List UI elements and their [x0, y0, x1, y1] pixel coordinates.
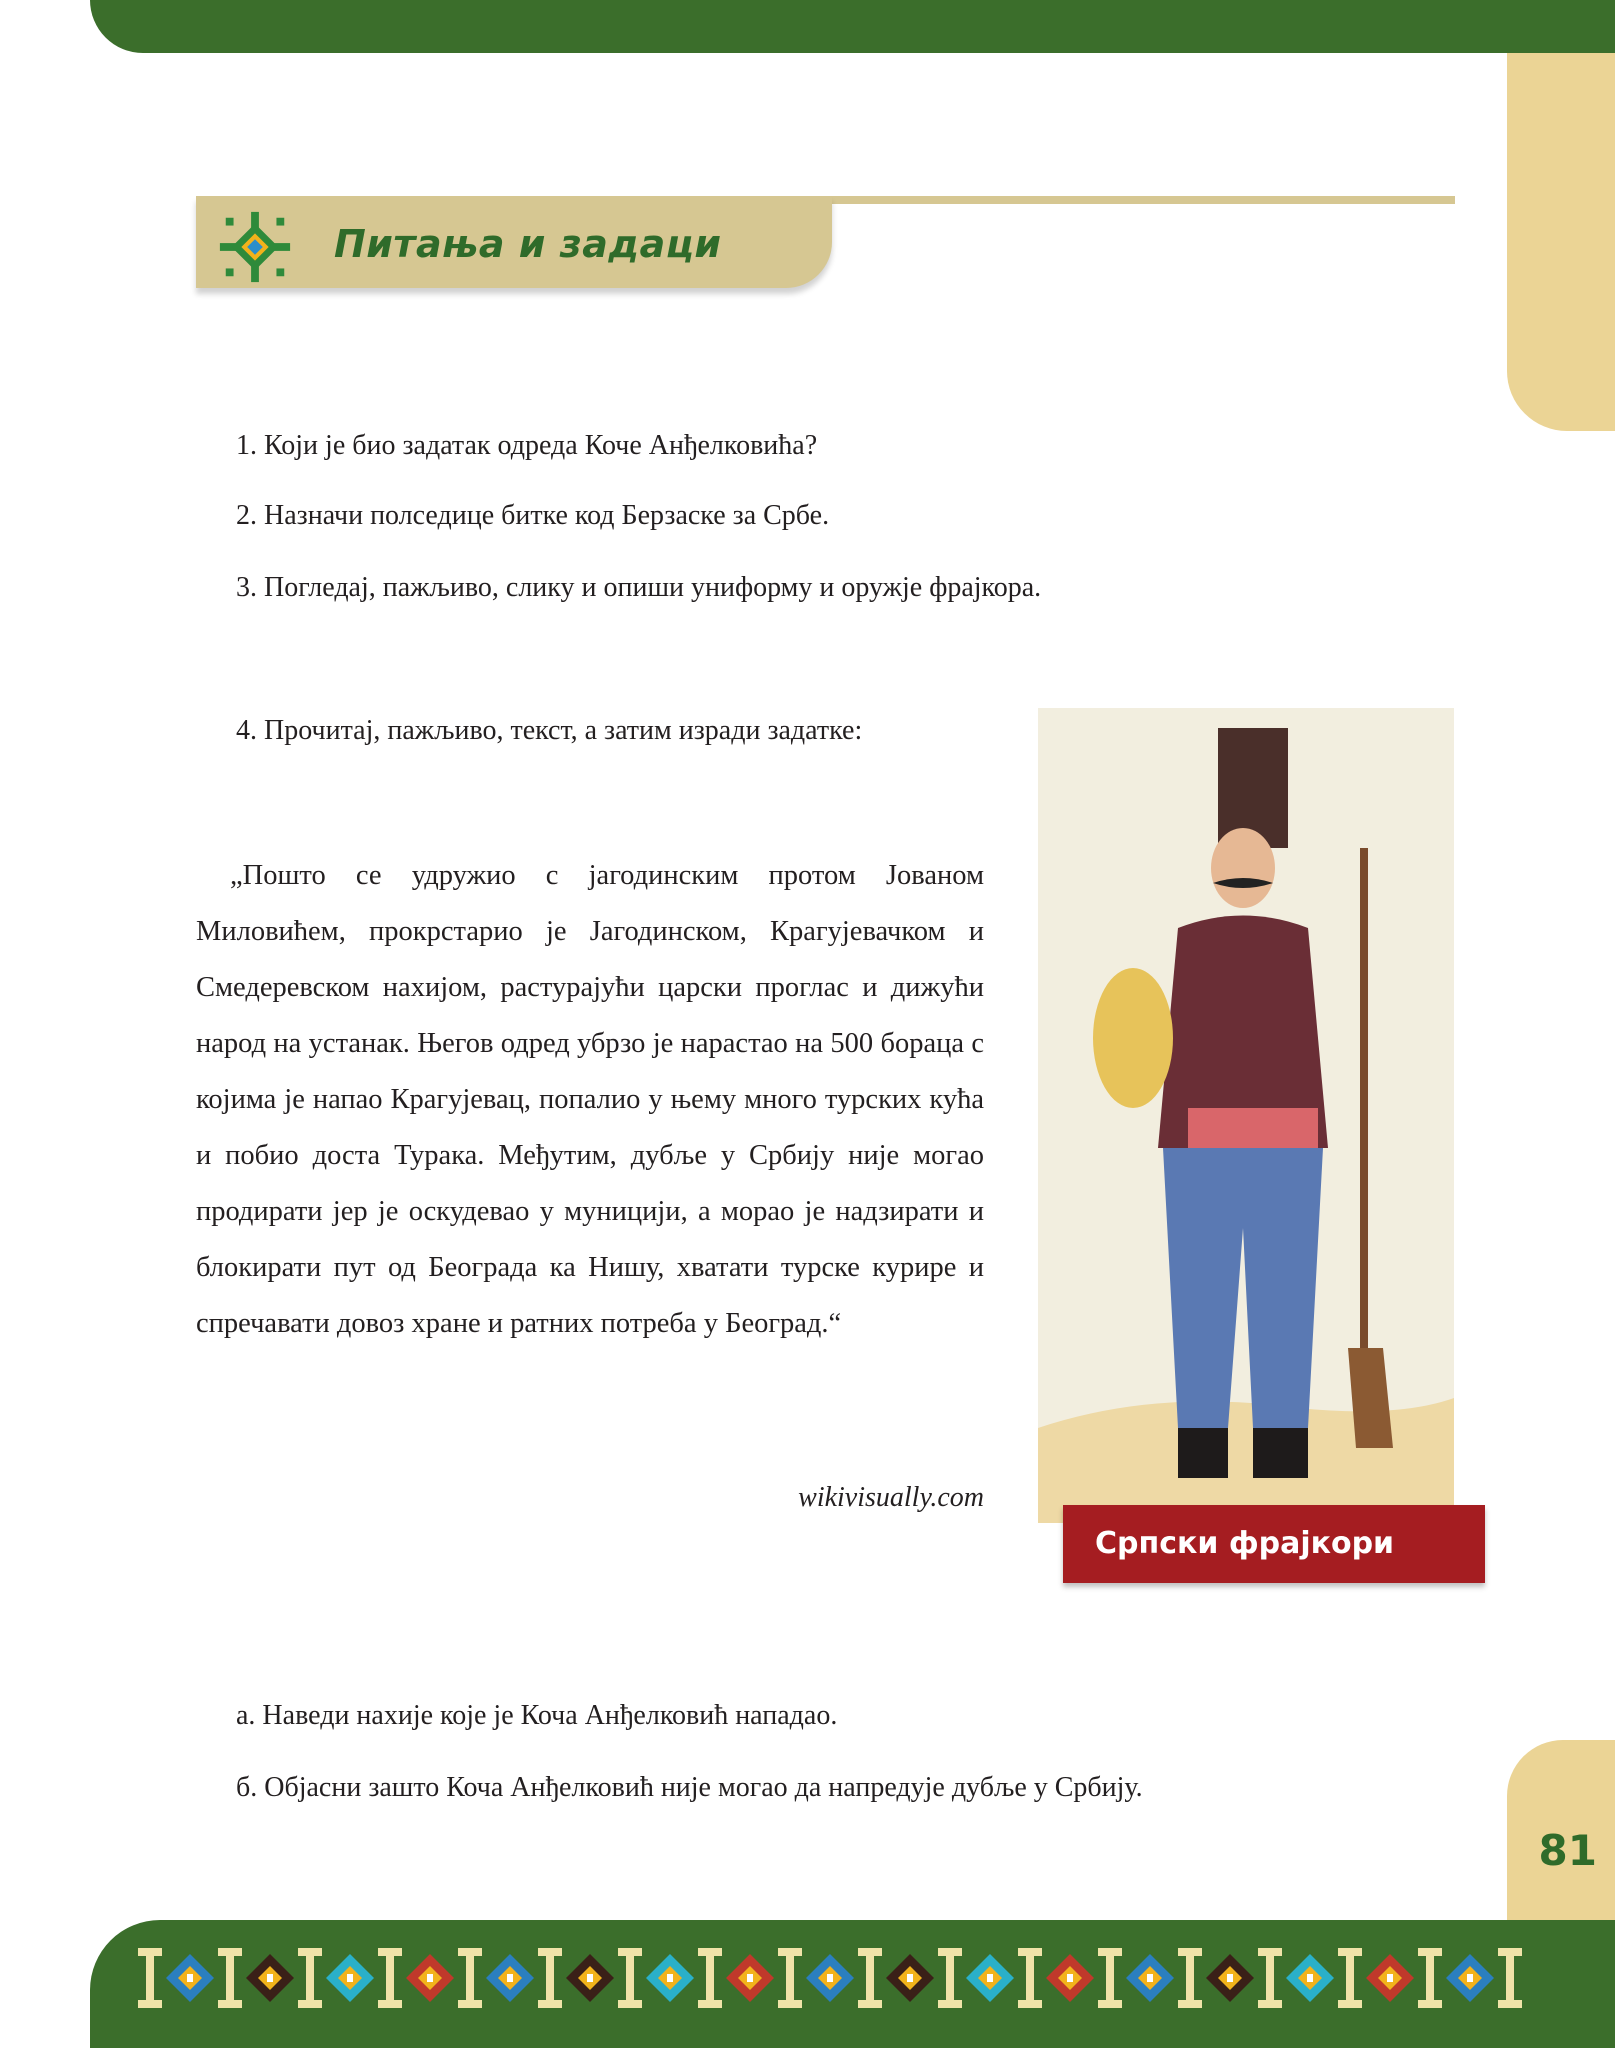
- subtask-b: б. Објасни зашто Коча Анђелковић није могао да напредује дубље у Србију.: [236, 1772, 1143, 1803]
- question-2: 2. Назначи полседице битке код Берзаске за Србе.: [236, 500, 830, 531]
- top-bar: [90, 0, 1615, 53]
- question-4: 4. Прочитај, пажљиво, текст, а затим изради задатке:: [236, 715, 863, 746]
- page-number: 81: [1538, 1826, 1597, 1875]
- side-tab: [1507, 53, 1615, 431]
- question-1: 1. Који је био задатак одреда Коче Анђелковића?: [236, 430, 818, 461]
- ornament-icon: [216, 208, 294, 286]
- figure-caption: Српски фрајкори: [1063, 1505, 1485, 1583]
- bottom-ornament-band: [90, 1920, 1615, 2048]
- quote-source: wikivisually.com: [798, 1482, 984, 1513]
- frajkor-illustration: [1038, 708, 1454, 1523]
- section-header: [196, 196, 832, 288]
- quote-text: „Пошто се удружио с јагодинским протом Јованом Миловићем, прокрстарио је Јагодинском, Крагујевачком и Смедеревском нахијом, растурајући царски проглас и дижући народ на устанак. Његов одред убрзо је нарастао на 500 бораца с којима је напао Крагујевац, попалио у њему много турских кућа и побио доста Турака. Међутим, дубље у Србију није могао продирати јер је оскудевао у муницији, а морао је надзирати и блокирати пут од Београда ка Нишу, хватати турске курире и спречавати довоз хране и ратних потреба у Београд.“: [196, 860, 984, 1339]
- section-title: Питања и задаци: [334, 222, 722, 266]
- folk-pattern-icon: [130, 1940, 1570, 2030]
- section-divider: [815, 196, 1455, 204]
- question-3: 3. Погледај, пажљиво, слику и опиши униформу и оружје фрајкора.: [236, 572, 1042, 603]
- subtask-a: а. Наведи нахије које је Коча Анђелковић нападао.: [236, 1700, 838, 1731]
